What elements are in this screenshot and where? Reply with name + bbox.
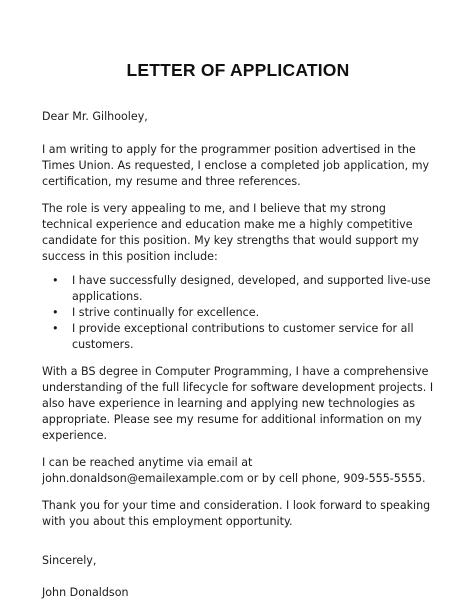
letter-title: LETTER OF APPLICATION <box>126 60 350 80</box>
list-item <box>42 273 434 305</box>
paragraph-contact: I can be reached anytime via email at john.donaldson@emailexample.com or by cell phone, 909-555-5555. <box>42 456 426 485</box>
list-item-text: I have successfully designed, developed, and supported live-use applications. <box>72 274 431 303</box>
paragraph-education: With a BS degree in Computer Programming, I have a comprehensive understanding of the full lifecycle for software development projects. I also have experience in learning and applying new technologies as appropriate. Please see my resume for additional information on my experience. <box>42 365 434 442</box>
list-item <box>42 305 434 321</box>
bullet-icon: • <box>52 322 59 335</box>
strengths-list <box>42 273 434 353</box>
paragraph-intro: I am writing to apply for the programmer position advertised in the Times Union. As requested, I enclose a completed job application, my certification, my resume and three references. <box>42 143 430 188</box>
signature-name: John Donaldson <box>42 586 129 599</box>
bullet-icon: • <box>52 274 59 287</box>
paragraph-role: The role is very appealing to me, and I believe that my strong technical experience and education make me a highly competitive candidate for this position. My key strengths that would support my success in this position include: <box>42 202 419 263</box>
salutation: Dear Mr. Gilhooley, <box>42 110 148 123</box>
paragraph-thanks: Thank you for your time and consideration. I look forward to speaking with you about this employment opportunity. <box>42 499 431 528</box>
list-item-text: I provide exceptional contributions to customer service for all customers. <box>72 322 414 351</box>
bullet-icon: • <box>52 306 59 319</box>
closing: Sincerely, <box>42 554 97 567</box>
list-item-text: I strive continually for excellence. <box>72 306 260 319</box>
list-item <box>42 321 434 353</box>
